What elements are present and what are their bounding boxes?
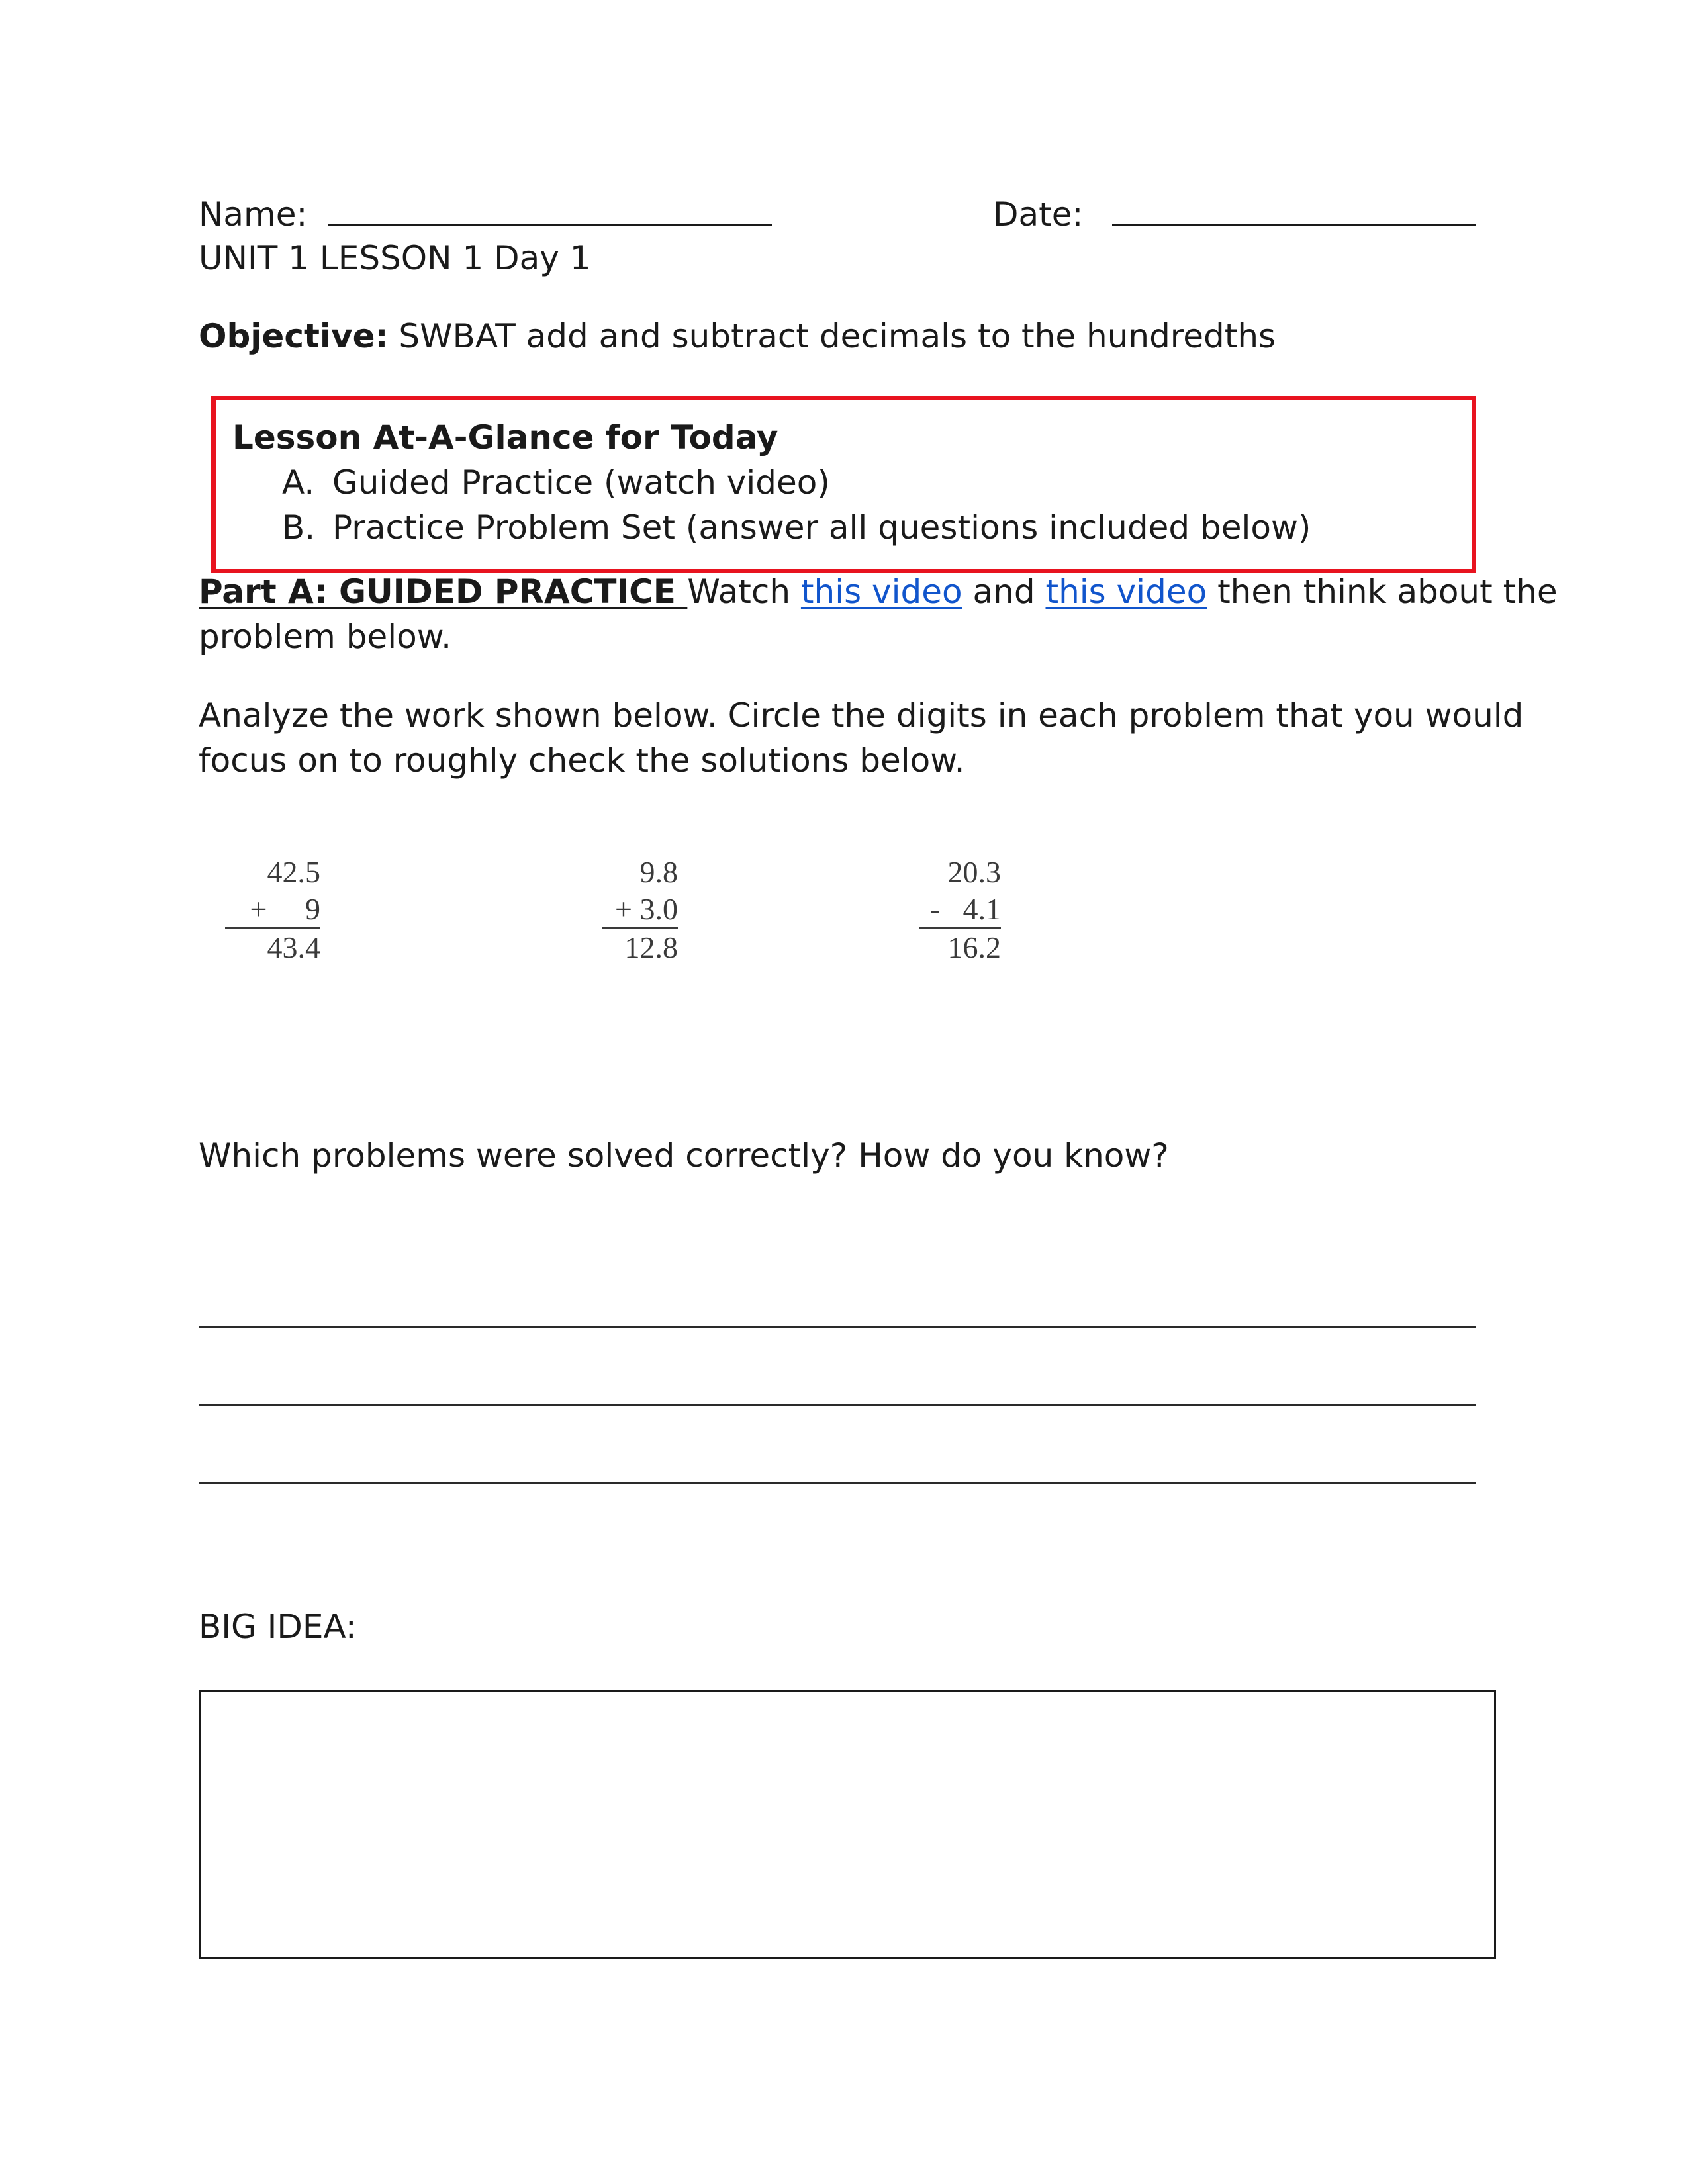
glance-item-text: Guided Practice (watch video) [332,463,830,502]
problem-top: 42.5 [267,855,320,889]
part-a-heading: Part A: GUIDED PRACTICE [199,572,688,611]
part-a-text: then think about the [1207,572,1558,611]
problem-1 [225,854,320,966]
date-field[interactable] [1112,191,1476,226]
objective-label: Objective: [199,317,389,355]
glance-item-marker: A. [282,463,315,502]
problem-result: 16.2 [947,931,1001,964]
problem-operand: + 3.0 [615,892,678,926]
problem-result: 12.8 [624,931,678,964]
glance-title: Lesson At-A-Glance for Today [232,418,778,457]
glance-item-marker: B. [282,508,316,547]
date-label: Date: [993,195,1084,234]
objective-text: SWBAT add and subtract decimals to the hundredths [388,317,1276,355]
problem-top: 9.8 [639,855,678,889]
problem-operand: + 9 [250,892,320,926]
problem-operand: - 4.1 [929,892,1001,926]
part-a-line2: problem below. [199,617,451,656]
instructions-line1: Analyze the work shown below. Circle the digits in each problem that you would [199,696,1524,735]
unit-line: UNIT 1 LESSON 1 Day 1 [199,239,591,277]
answer-line-2[interactable] [199,1404,1476,1406]
sum-rule [602,927,678,929]
name-row [199,191,772,237]
big-idea-box[interactable] [199,1690,1496,1959]
glance-item-a [282,460,830,505]
big-idea-label: BIG IDEA: [199,1608,357,1646]
video-link-2[interactable]: this video [1045,572,1207,611]
glance-item-text: Practice Problem Set (answer all questions included below) [332,508,1311,547]
name-label: Name: [199,195,308,234]
part-a-line1 [199,569,1558,614]
instructions-line2: focus on to roughly check the solutions below. [199,741,965,780]
date-row [993,191,1476,237]
problem-2 [602,854,678,966]
name-field[interactable] [328,191,772,226]
problem-3 [919,854,1001,966]
question: Which problems were solved correctly? How do you know? [199,1136,1169,1175]
lesson-at-a-glance-box [211,396,1476,573]
problem-top: 20.3 [947,855,1001,889]
difference-rule [919,927,1001,929]
objective [199,314,1276,359]
answer-line-3[interactable] [199,1482,1476,1484]
glance-item-b [282,505,1311,550]
video-link-1[interactable]: this video [800,572,962,611]
part-a-text: and [962,572,1046,611]
sum-rule [225,927,320,929]
part-a-text: Watch [687,572,801,611]
answer-line-1[interactable] [199,1326,1476,1328]
problem-result: 43.4 [267,931,320,964]
